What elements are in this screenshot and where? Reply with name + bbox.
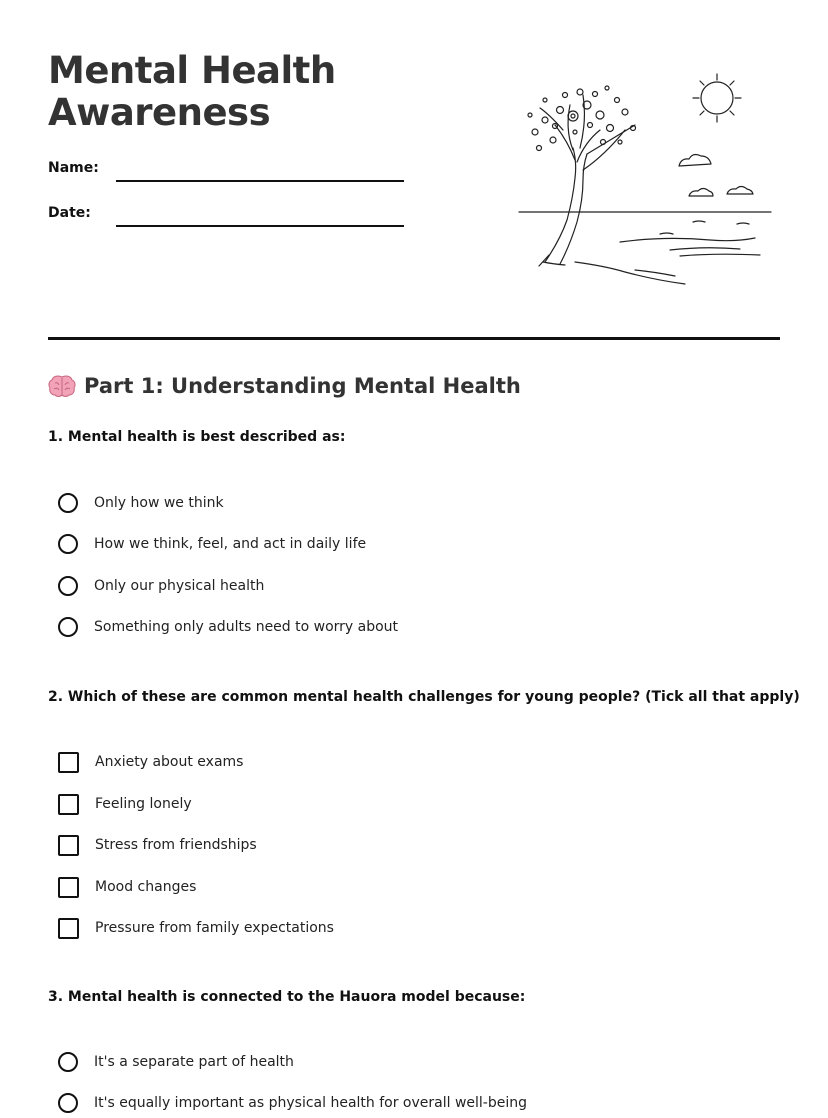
part1-heading <box>48 374 521 398</box>
q3-option[interactable] <box>58 1050 294 1074</box>
radio-button[interactable] <box>58 576 78 596</box>
radio-button[interactable] <box>58 1052 78 1072</box>
name-field <box>48 160 408 184</box>
radio-button[interactable] <box>58 1093 78 1113</box>
radio-button[interactable] <box>58 493 78 513</box>
q1-option[interactable] <box>58 532 366 556</box>
checkbox[interactable] <box>58 835 79 856</box>
section-divider <box>48 337 780 340</box>
question-2: 2. Which of these are common mental health challenges for young people? (Tick all that apply) <box>48 689 800 705</box>
title-line-2: Awareness <box>48 91 271 134</box>
option-label: How we think, feel, and act in daily life <box>94 536 367 552</box>
tree-beach-sun-illustration <box>515 70 775 290</box>
q2-option[interactable] <box>58 750 243 774</box>
date-field <box>48 205 408 229</box>
checkbox[interactable] <box>58 752 79 773</box>
checkbox[interactable] <box>58 877 79 898</box>
q1-option[interactable] <box>58 491 224 515</box>
radio-button[interactable] <box>58 617 78 637</box>
q3-option[interactable] <box>58 1091 527 1115</box>
brain-icon <box>48 374 76 398</box>
q1-option[interactable] <box>58 574 264 598</box>
part1-heading-text: Part 1: Understanding Mental Health <box>84 374 521 398</box>
checkbox[interactable] <box>58 918 79 939</box>
option-label: It's equally important as physical health for overall well-being <box>94 1095 528 1111</box>
option-label: Feeling lonely <box>95 796 192 812</box>
q1-option[interactable] <box>58 615 398 639</box>
date-write-line[interactable] <box>116 225 404 227</box>
name-write-line[interactable] <box>116 180 404 182</box>
radio-button[interactable] <box>58 534 78 554</box>
checkbox[interactable] <box>58 794 79 815</box>
question-3: 3. Mental health is connected to the Hauora model because: <box>48 989 526 1005</box>
option-label: Anxiety about exams <box>95 754 244 770</box>
q2-option[interactable] <box>58 916 334 940</box>
name-label: Name: <box>48 160 99 176</box>
q2-option[interactable] <box>58 875 196 899</box>
option-label: Something only adults need to worry about <box>94 619 399 635</box>
option-label: Pressure from family expectations <box>95 920 334 936</box>
date-label: Date: <box>48 205 91 221</box>
option-label: Stress from friendships <box>95 837 257 853</box>
option-label: Only our physical health <box>94 578 265 594</box>
title-line-1: Mental Health <box>48 49 336 92</box>
worksheet-title <box>48 50 336 134</box>
q2-option[interactable] <box>58 792 192 816</box>
option-label: It's a separate part of health <box>94 1054 294 1070</box>
option-label: Only how we think <box>94 495 224 511</box>
q2-option[interactable] <box>58 833 257 857</box>
option-label: Mood changes <box>95 879 197 895</box>
question-1: 1. Mental health is best described as: <box>48 429 346 445</box>
